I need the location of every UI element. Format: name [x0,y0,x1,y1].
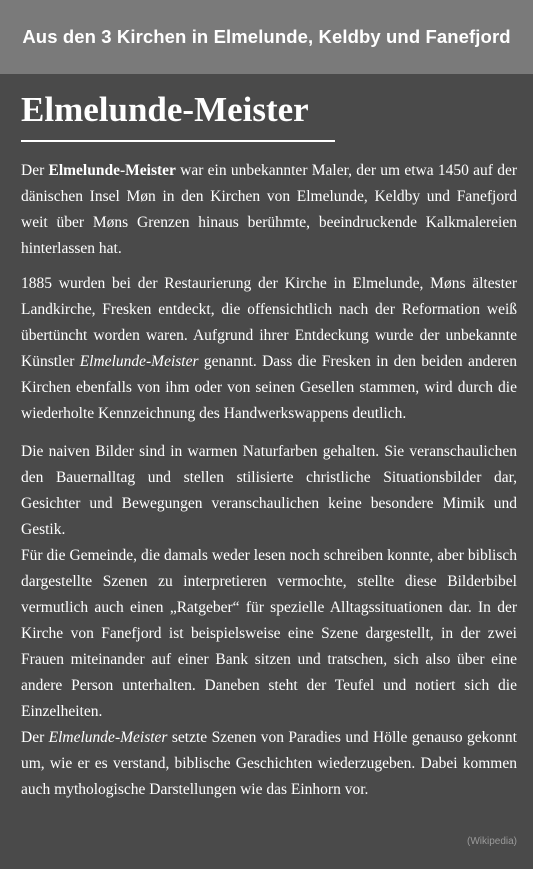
paragraph-intro-rest: war ein unbekannter Maler, der um etwa 1450 auf der dänischen Insel Møn in den Kirchen von Elmelunde, Keldby und Fanefjord weit über Møns Grenzen hinaus berühmte, beeindruckende Kalkmalereien hinterlassen hat. [21,162,517,257]
paragraph-community: Für die Gemeinde, die damals weder lesen noch schreiben konnte, aber biblisch dargestellte Szenen zu interpretieren vermochte, stellte diese Bilderbibel vermutlich auch einen „Ratgeber“ für spezielle Alltagssituationen dar. In der Kirche von Fanefjord ist beispielsweise eine Szene dargestellt, in der zwei Frauen miteinander auf einer Bank sitzen und tratschen, sich also über eine andere Person unterhalten. Daneben steht der Teufel und notiert sich die Einzelheiten. [21,547,517,720]
article-panel [0,74,533,869]
article-title: Elmelunde-Meister [21,90,309,129]
paragraph-style: Die naiven Bilder sind in warmen Naturfarben gehalten. Sie veranschaulichen den Bauernalltag und stellen stilisierte christliche Situationsbilder dar, Gesichter und Bewegungen veranschaulichen keine besondere Mimik und Gestik. [21,443,517,538]
artist-name-italic-2: Elmelunde-Meister [48,729,168,746]
paragraph-discovery-start: 1885 wurden bei der Restaurierung der Kirche in Elmelunde, Møns ältester Landkirche, Fresken entdeckt, die offensichtlich nach der Reformation weiß übertüncht worden waren. Aufgrund ihrer Entdeckung wurde der unbekannte Künstler [21,275,517,370]
paragraph-discovery-rest: genannt. Dass die Fresken in den beiden anderen Kirchen ebenfalls von ihm oder von seinen Gesellen stammen, wird durch die wiederholte Kennzeichnung des Handwerkswappens deutlich. [21,353,518,422]
paragraph-discovery [21,271,517,427]
source-attribution: (Wikipedia) [466,836,517,847]
paragraph-scenes-start: Der [21,729,49,746]
paragraph-intro [21,158,517,262]
paragraph-scenes [21,725,517,803]
header-title: Aus den 3 Kirchen in Elmelunde, Keldby und Fanefjord [22,26,511,47]
title-underline [21,140,335,142]
article-body [21,158,517,803]
artist-name-italic: Elmelunde-Meister [79,353,199,370]
paragraph-intro-start: Der [21,162,49,179]
header-bar [0,0,533,74]
paragraph-scenes-rest: setzte Szenen von Paradies und Hölle genauso gekonnt um, wie er es verstand, biblische Geschichten wiederzugeben. Dabei kommen auch mythologische Darstellungen wie das Einhorn vor. [21,729,517,798]
artist-name-bold: Elmelunde-Meister [48,162,176,179]
